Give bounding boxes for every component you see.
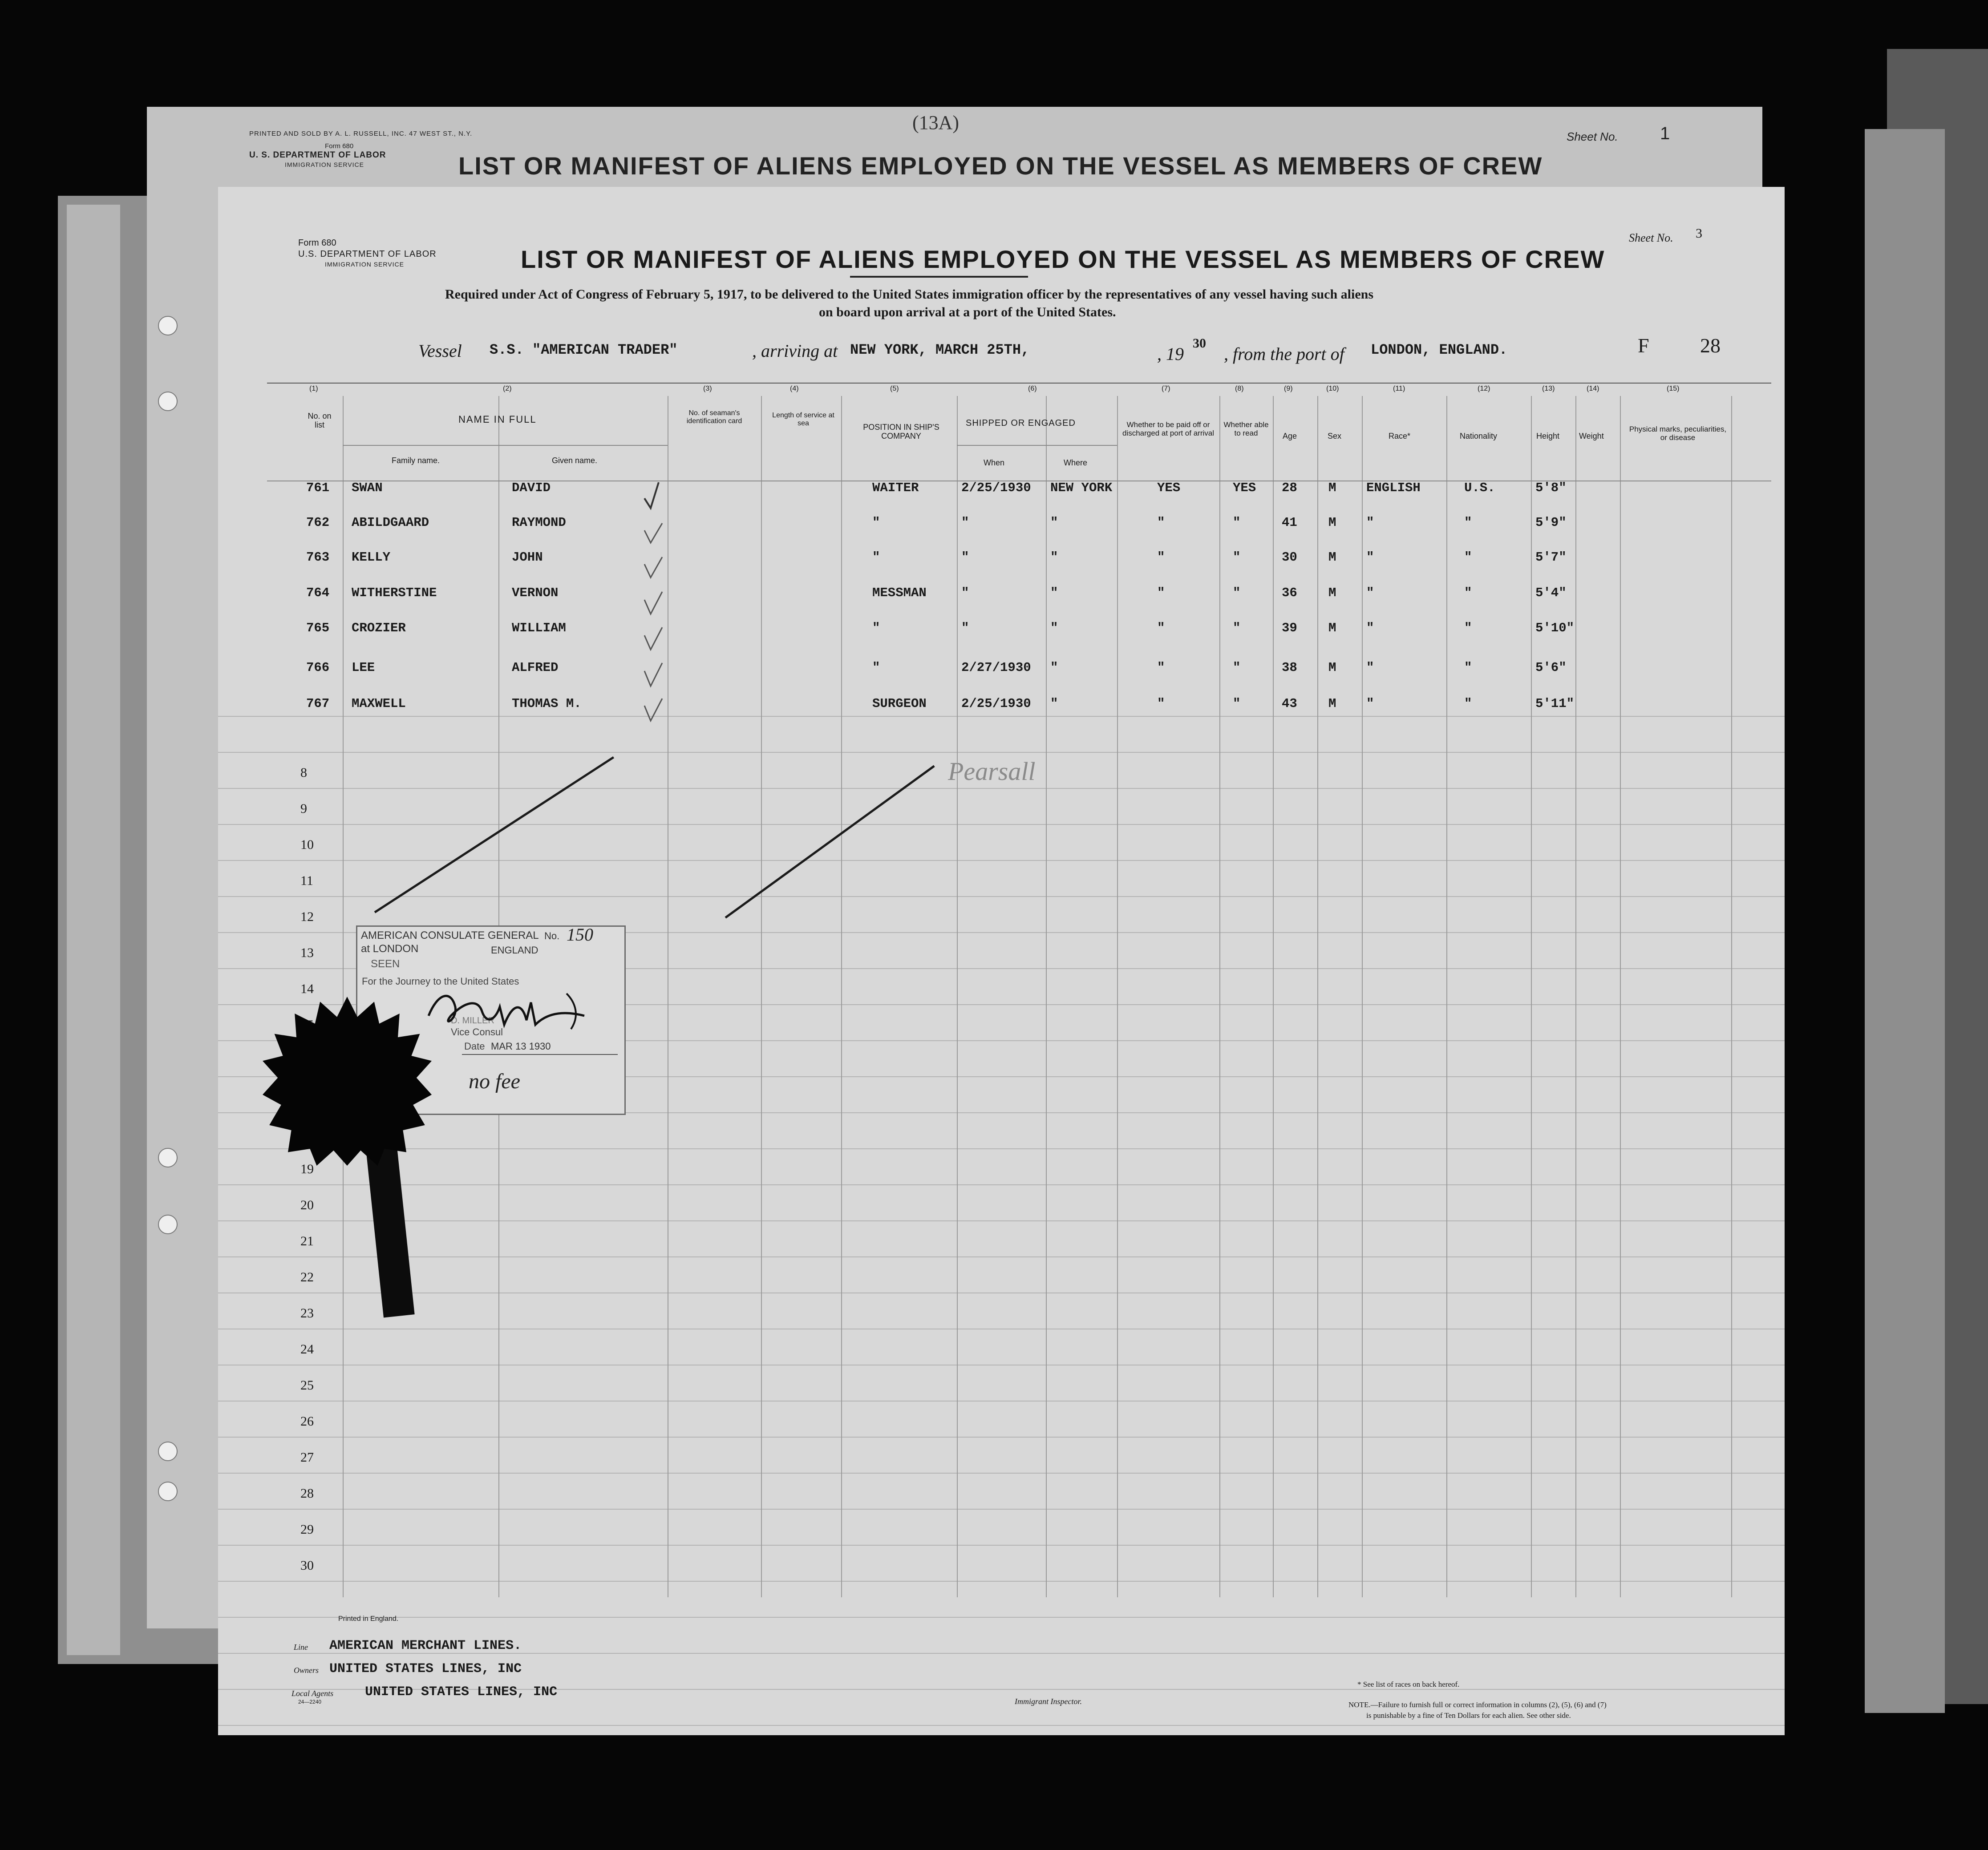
cell-age: 38 [1282,660,1297,675]
stamp-line-2: at LONDON [361,943,419,955]
cell-paid-off: " [1157,696,1165,711]
page-title: LIST OR MANIFEST OF ALIENS EMPLOYED ON THE VESSEL AS MEMBERS OF CREW [521,245,1605,273]
column-divider [1575,396,1576,1597]
arriving-value: NEW YORK, MARCH 25TH, [850,342,1030,358]
empty-row-number: 14 [300,982,314,996]
stamp-rule [462,1054,618,1055]
cell-race: " [1366,621,1374,635]
empty-row-number: 19 [300,1162,314,1176]
column-divider [1362,396,1363,1597]
col-13-number: (13) [1542,385,1555,392]
stamp-line-2b: ENGLAND [491,945,539,956]
column-divider [1117,396,1118,1597]
cell-height: 5'9" [1535,515,1567,530]
col-1-number: (1) [309,385,318,392]
col-sex: Sex [1328,432,1342,440]
cell-sex: M [1328,550,1336,565]
cell-family-name: ABILDGAARD [352,515,429,530]
cell-shipped-where: " [1050,515,1058,530]
cell-nationality: U.S. [1464,481,1495,495]
back-department: U. S. DEPARTMENT OF LABOR [249,150,386,160]
cell-paid-off: YES [1157,481,1181,495]
cell-position: SURGEON [872,696,927,711]
cell-given-name: THOMAS M. [512,696,582,711]
back-title: LIST OR MANIFEST OF ALIENS EMPLOYED ON THE VESSEL AS MEMBERS OF CREW [458,152,1543,180]
column-divider [1046,396,1047,1597]
cell-able-to-read: " [1233,515,1241,530]
empty-row-number: 27 [300,1450,314,1465]
empty-row-number: 29 [300,1522,314,1537]
column-divider [1446,396,1447,1597]
cell-age: 39 [1282,621,1297,635]
stamp-journey: For the Journey to the United States [362,976,519,987]
cell-position: WAITER [872,481,919,495]
line-label: Line [294,1643,308,1652]
col-2-number: (2) [503,385,512,392]
sheet-value: 3 [1696,226,1702,241]
column-divider [1317,396,1318,1597]
cell-nationality: " [1464,621,1472,635]
cell-given-name: JOHN [512,550,543,565]
empty-row-number: 20 [300,1198,314,1212]
stamp-title: Vice Consul [451,1026,503,1038]
column-divider [1620,396,1621,1597]
year-value: 30 [1193,336,1206,351]
empty-row-number: 10 [300,837,314,852]
col-5-number: (5) [890,385,899,392]
col-6-number: (6) [1028,385,1037,392]
cell-row-number: 767 [306,696,330,711]
immigrant-inspector-label: Immigrant Inspector. [1015,1697,1082,1706]
stamp-date-label: Date [464,1041,485,1052]
cell-paid-off: " [1157,621,1165,635]
cell-height: 5'10" [1535,621,1575,635]
empty-row-number: 28 [300,1486,314,1501]
cell-position: " [872,515,880,530]
cell-race: " [1366,586,1374,600]
cell-family-name: WITHERSTINE [352,586,437,600]
col-id-card: No. of seaman's identification card [686,409,742,425]
cell-given-name: RAYMOND [512,515,566,530]
cell-shipped-when: " [961,550,969,565]
column-divider [1731,396,1732,1597]
col-15-number: (15) [1667,385,1680,392]
form-code: 24—2240 [298,1699,322,1705]
col-12-number: (12) [1478,385,1490,392]
footer-note-2: is punishable by a fine of Ten Dollars for each alien. See other side. [1366,1711,1571,1720]
header-rule [267,383,1771,384]
cell-family-name: MAXWELL [352,696,406,711]
cell-able-to-read: " [1233,550,1241,565]
cell-height: 5'4" [1535,586,1567,600]
cell-row-number: 765 [306,621,330,635]
stamp-seen: SEEN [371,958,400,970]
agents-value: UNITED STATES LINES, INC [365,1684,558,1700]
col-nationality: Nationality [1460,432,1498,440]
title-rule [850,276,1028,278]
cell-race: " [1366,660,1374,675]
cell-nationality: " [1464,660,1472,675]
empty-row-number: 22 [300,1270,314,1284]
cell-paid-off: " [1157,586,1165,600]
cell-age: 28 [1282,481,1297,495]
vessel-value: S.S. "AMERICAN TRADER" [490,342,678,358]
vessel-label: Vessel [418,341,462,361]
col-able-to-read: Whether able to read [1223,420,1269,437]
column-divider [1219,396,1220,1597]
cell-paid-off: " [1157,550,1165,565]
col-14-number: (14) [1587,385,1599,392]
cell-family-name: LEE [352,660,375,675]
column-divider [841,396,842,1597]
from-port-label: , from the port of [1224,344,1344,364]
stamp-officer: D. MILLER [451,1016,494,1026]
subtitle-line-1: Required under Act of Congress of February 5, 1917, to be delivered to the United States immigration officer by the representatives of any vessel having such aliens [445,287,1373,302]
cell-sex: M [1328,621,1336,635]
stamp-fee: no fee [469,1070,520,1093]
cell-position: MESSMAN [872,586,927,600]
races-note: * See list of races on back hereof. [1357,1680,1460,1688]
col-weight: Weight [1579,432,1604,440]
col-10-number: (10) [1326,385,1339,392]
back-sheet-label: Sheet No. [1567,130,1618,143]
cell-nationality: " [1464,696,1472,711]
footer-note-1: NOTE.—Failure to furnish full or correct information in columns (2), (5), (6) and (7) [1348,1701,1607,1709]
cell-row-number: 762 [306,515,330,530]
empty-row-number: 11 [300,873,313,888]
column-divider [1273,396,1274,1597]
cell-shipped-where: " [1050,586,1058,600]
cell-able-to-read: YES [1233,481,1256,495]
cell-row-number: 763 [306,550,330,565]
cell-shipped-when: 2/27/1930 [961,660,1031,675]
punch-hole [158,1442,178,1461]
cell-able-to-read: " [1233,696,1241,711]
column-divider [1531,396,1532,1597]
cell-sex: M [1328,586,1336,600]
punch-hole [158,1482,178,1501]
cell-age: 41 [1282,515,1297,530]
empty-row-number: 23 [300,1306,314,1321]
cell-position: " [872,621,880,635]
col-name-in-full: NAME IN FULL [458,414,537,425]
cell-able-to-read: " [1233,621,1241,635]
punch-hole [158,316,178,335]
empty-row-number: 24 [300,1342,314,1357]
sheet-label: Sheet No. [1629,231,1673,244]
year-prefix: , 19 [1157,344,1184,364]
col-7-number: (7) [1162,385,1170,392]
cell-sex: M [1328,660,1336,675]
empty-row-number: 9 [300,801,307,816]
printed-in: Printed in England. [338,1615,399,1623]
stamp-no-value: 150 [567,925,593,945]
cell-nationality: " [1464,550,1472,565]
cell-shipped-where: " [1050,621,1058,635]
back-printer-note: PRINTED AND SOLD BY A. L. RUSSELL, INC. 47 WEST ST., N.Y. [249,130,473,137]
col-physical-marks: Physical marks, peculiarities, or disease [1629,425,1727,442]
cell-race: " [1366,550,1374,565]
col-where: Where [1064,458,1088,467]
arriving-label: , arriving at [752,341,838,361]
cell-sex: M [1328,696,1336,711]
col-shipped-engaged: SHIPPED OR ENGAGED [966,418,1076,428]
cell-race: " [1366,696,1374,711]
consul-signature [424,985,593,1034]
cell-position: " [872,660,880,675]
col-8-number: (8) [1235,385,1244,392]
col-paid-off: Whether to be paid off or discharged at port of arrival [1122,420,1214,437]
from-port-value: LONDON, ENGLAND. [1371,342,1508,358]
col-height: Height [1536,432,1560,440]
cell-race: " [1366,515,1374,530]
cell-age: 43 [1282,696,1297,711]
punch-hole [158,1148,178,1167]
cell-shipped-where: " [1050,696,1058,711]
strike-line [374,756,614,913]
cell-nationality: " [1464,586,1472,600]
col-3-number: (3) [703,385,712,392]
stamp-date-value: MAR 13 1930 [491,1041,551,1052]
department-label: U.S. DEPARTMENT OF LABOR [298,249,437,259]
cell-shipped-when: 2/25/1930 [961,696,1031,711]
cell-given-name: VERNON [512,586,559,600]
back-service: IMMIGRATION SERVICE [285,161,364,168]
col-race: Race* [1389,432,1411,440]
cell-height: 5'11" [1535,696,1575,711]
cell-given-name: DAVID [512,481,551,495]
cell-shipped-when: " [961,586,969,600]
cell-age: 30 [1282,550,1297,565]
cell-shipped-when: " [961,621,969,635]
empty-row-number: 13 [300,945,314,960]
cell-given-name: ALFRED [512,660,559,675]
col-11-number: (11) [1393,385,1405,392]
service-label: IMMIGRATION SERVICE [325,261,404,268]
empty-row-number: 30 [300,1558,314,1573]
back-sheet-value: 1 [1660,124,1670,143]
strike-line [725,765,935,919]
cell-shipped-where: " [1050,550,1058,565]
back-handwritten-mark: (13A) [912,112,960,133]
agents-label: Local Agents [292,1689,334,1698]
col-no-on-list: No. on list [308,412,332,429]
cell-position: " [872,550,880,565]
cell-row-number: 766 [306,660,330,675]
check-marks [641,481,676,739]
cell-age: 36 [1282,586,1297,600]
cell-row-number: 761 [306,481,330,495]
stamp-no-label: No. [544,930,560,941]
line-value: AMERICAN MERCHANT LINES. [329,1638,522,1653]
stamp-line-1: AMERICAN CONSULATE GENERAL [361,929,539,941]
cell-sex: M [1328,515,1336,530]
cell-family-name: KELLY [352,550,391,565]
cell-able-to-read: " [1233,586,1241,600]
empty-row-number: 25 [300,1378,314,1393]
col-4-number: (4) [790,385,799,392]
col-age: Age [1283,432,1297,440]
f-mark: F [1638,334,1649,357]
col-9-number: (9) [1284,385,1293,392]
form-number: Form 680 [298,238,336,248]
column-divider [957,396,958,1597]
col-length-of-service: Length of service at sea [772,412,834,427]
empty-row-number: 26 [300,1414,314,1429]
col-given-name: Given name. [552,456,598,465]
subtitle-line-2: on board upon arrival at a port of the United States. [819,305,1116,319]
handwritten-name: Pearsall [948,757,1036,786]
owners-value: UNITED STATES LINES, INC [329,1661,522,1676]
column-divider [343,396,344,1597]
col-when: When [984,458,1005,467]
cell-shipped-when: 2/25/1930 [961,481,1031,495]
cell-family-name: CROZIER [352,621,406,635]
cell-able-to-read: " [1233,660,1241,675]
f-value: 28 [1700,334,1721,357]
col-family-name: Family name. [392,456,440,465]
cell-height: 5'6" [1535,660,1567,675]
binder-strip [67,205,120,1655]
cell-paid-off: " [1157,660,1165,675]
cell-family-name: SWAN [352,481,383,495]
cell-given-name: WILLIAM [512,621,566,635]
cell-race: ENGLISH [1366,481,1421,495]
cell-row-number: 764 [306,586,330,600]
background-paper-edge [1865,129,1945,1713]
cell-height: 5'7" [1535,550,1567,565]
col-position: POSITION IN SHIP'S COMPANY [863,423,939,440]
shipped-divider [957,445,1117,446]
cell-shipped-when: " [961,515,969,530]
cell-height: 5'8" [1535,481,1567,495]
punch-hole [158,1215,178,1234]
owners-label: Owners [294,1666,319,1675]
cell-nationality: " [1464,515,1472,530]
cell-paid-off: " [1157,515,1165,530]
empty-row-number: 21 [300,1234,314,1248]
cell-sex: M [1328,481,1336,495]
punch-hole [158,392,178,411]
empty-row-number: 12 [300,909,314,924]
empty-row-number: 8 [300,765,307,780]
cell-shipped-where: NEW YORK [1050,481,1113,495]
name-divider [343,445,668,446]
column-divider [761,396,762,1597]
back-form-number: Form 680 [325,142,354,150]
cell-shipped-where: " [1050,660,1058,675]
